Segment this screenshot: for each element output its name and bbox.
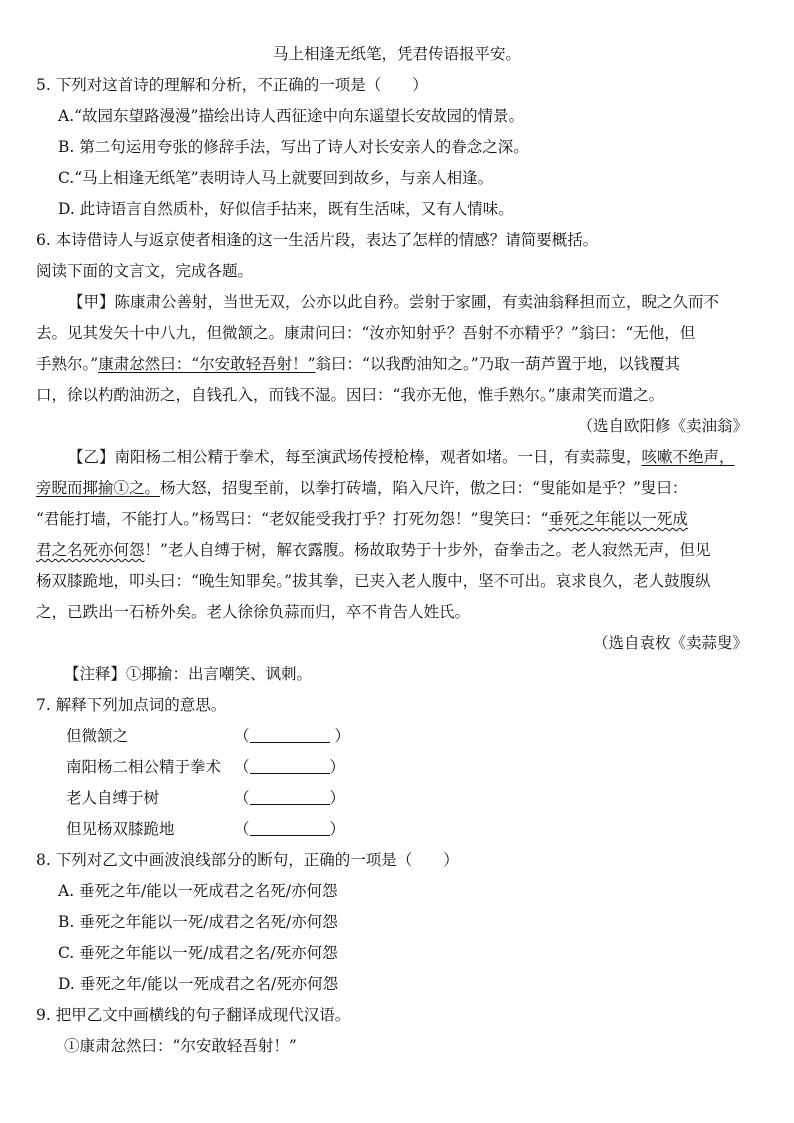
q7-word-1: 但微颔之 [66,727,129,745]
q8-option-d: D. 垂死之年/能以一死成君之名/死亦何怨 [58,975,339,993]
q5-stem: 5. 下列对这首诗的理解和分析，不正确的一项是（ ） [36,76,428,94]
yi-line-2 [36,477,756,499]
q9-stem: 9. 把甲乙文中画横线的句子翻译成现代汉语。 [36,1006,351,1024]
q8-option-c: C. 垂死之年能以一死/成君之名/死亦何怨 [58,944,338,962]
q7-word-3: 老人自缚于树 [66,789,160,807]
yi-underlined-2: 旁睨而揶揄①之。 [36,479,161,497]
q9-item-1: ①康肃忿然曰：“尔安敢轻吾射！” [64,1037,297,1055]
q5-option-d: D. 此诗语言自然质朴，好似信手拈来，既有生活味，又有人情味。 [58,200,514,218]
yi-line-4 [36,539,756,561]
jia-line-3-post: 翁曰：“以我酌油知之。”乃取一葫芦置于地，以钱覆其 [315,355,681,373]
annotation-note: 【注释】①揶揄：出言嘲笑、讽刺。 [64,665,313,683]
jia-source: （选自欧阳修《卖油翁》 [577,417,748,435]
yi-underlined-1: 咳嗽不绝声， [641,448,735,466]
q7-item: 老人自缚于树 （ ） [66,789,346,807]
q5-option-b: B. 第二句运用夸张的修辞手法，写出了诗人对长安亲人的眷念之深。 [58,138,529,156]
poem-last-line: 马上相逢无纸笔，凭君传语报平安。 [272,45,521,63]
q6-stem: 6. 本诗借诗人与返京使者相逢的这一生活片段，表达了怎样的情感？请简要概括。 [36,231,599,249]
yi-wavy-1: 垂死之年能以一死成 [548,510,688,528]
yi-line-5: 杨双膝跪地，叩头曰：“晚生知罪矣。”拔其拳，已夹入老人腹中，坚不可出。哀求良久，老人鼓腹纵 [36,572,711,590]
yi-line-2-post: 杨大怒，招叟至前，以拳打砖墙，陷入尺许，傲之曰：“叟能如是乎？”叟曰： [160,479,688,497]
reading-intro: 阅读下面的文言文，完成各题。 [36,262,254,280]
q8-stem: 8. 下列对乙文中画波浪线部分的断句，正确的一项是（ ） [36,851,459,869]
yi-source: （选自袁枚《卖蒜叟》 [592,634,748,652]
q7-word-2: 南阳杨二相公精于拳术 [66,758,222,776]
yi-line-4-post: ！”老人自缚于树，解衣露腹。杨故取势于十步外，奋拳击之。老人寂然无声，但见 [144,541,711,559]
yi-line-3-pre: “君能打墙，不能打人。”杨骂曰：“老奴能受我打乎？打死勿怨！”叟笑曰：“ [36,510,549,528]
yi-line-3 [36,508,756,530]
jia-line-3-pre: 手熟尔。” [36,355,99,373]
q7-answer-blank-3[interactable] [250,788,330,805]
yi-line-1 [68,446,758,468]
q7-answer-blank-2[interactable] [250,757,330,774]
q7-answer-blank-1[interactable] [250,726,330,743]
jia-line-1: 【甲】陈康肃公善射，当世无双，公亦以此自矜。尝射于家圃，有卖油翁释担而立，睨之久而不 [68,293,720,311]
q5-option-c: C.“马上相逢无纸笔”表明诗人马上就要回到故乡，与亲人相逢。 [58,169,494,187]
jia-underlined-sentence: 康肃忿然曰：“尔安敢轻吾射！” [98,355,316,373]
q8-option-a: A. 垂死之年/能以一死成君之名死/亦何怨 [58,882,338,900]
q7-answer-blank-4[interactable] [250,819,330,836]
q5-option-a: A.“故园东望路漫漫”描绘出诗人西征途中向东遥望长安故园的情景。 [58,107,524,125]
q7-item: 但微颔之 （ ） [66,727,350,745]
jia-line-2: 去。见其发矢十中八九，但微颔之。康肃问曰：“汝亦知射乎？吾射不亦精乎？”翁曰：“无他，但 [36,324,696,342]
yi-wavy-2: 君之名死亦何怨 [36,541,145,559]
yi-line-1-pre: 【乙】南阳杨二相公精于拳术，每至演武场传授枪棒，观者如堵。一日，有卖蒜叟， [68,448,642,466]
q8-option-b: B. 垂死之年能以一死/成君之名死/亦何怨 [58,913,338,931]
yi-line-6: 之，已跌出一石桥外矣。老人徐徐负蒜而归，卒不肯告人姓氏。 [36,603,471,621]
q7-item: 但见杨双膝跪地 （ ） [66,820,346,838]
q7-stem: 7. 解释下列加点词的意思。 [36,696,227,714]
jia-line-4: 口，徐以杓酌油沥之，自钱孔入，而钱不湿。因曰：“我亦无他，惟手熟尔。”康肃笑而遣之。 [36,386,665,404]
q7-word-4: 但见杨双膝跪地 [66,820,175,838]
q7-item: 南阳杨二相公精于拳术 （ ） [66,758,346,776]
jia-line-3 [36,353,740,375]
